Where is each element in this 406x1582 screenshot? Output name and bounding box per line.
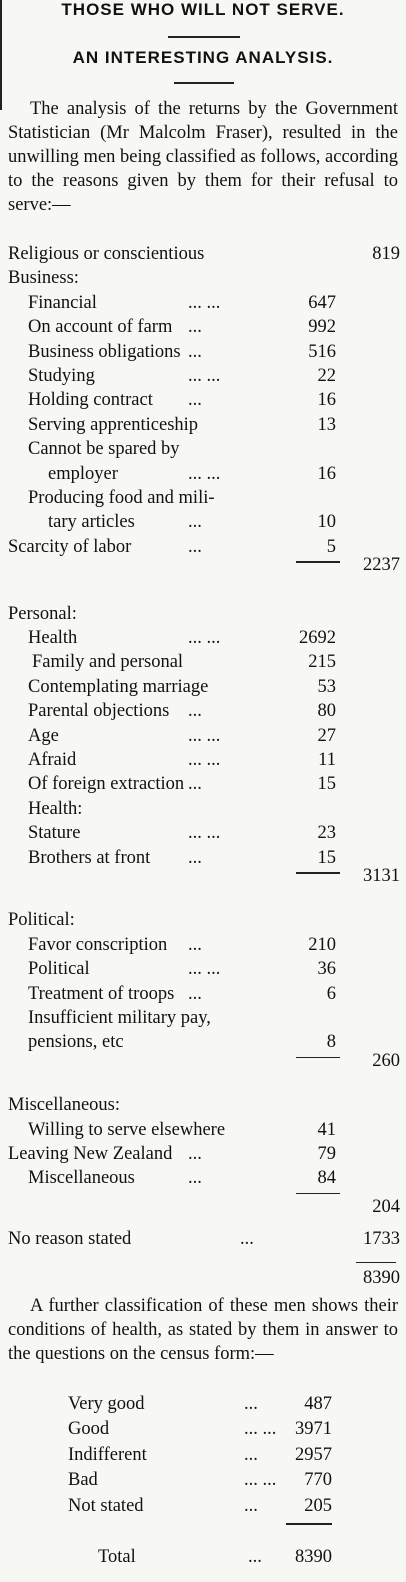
personal-row-4-value: 27 <box>317 725 336 746</box>
religious-total: 819 <box>372 244 400 264</box>
business-row-9-label: tary articles <box>48 512 135 533</box>
health-row-0-label: Very good <box>68 1394 145 1414</box>
political-row-2-label: Treatment of troops <box>28 983 175 1004</box>
personal-row-6-label: Of foreign extraction <box>28 774 185 795</box>
personal-row-4-label: Age <box>28 725 59 746</box>
misc-row-1-label: Leaving New Zealand <box>8 1144 173 1164</box>
no-reason-total: 1733 <box>363 1229 400 1250</box>
personal-row-4-dots: ... ... <box>188 725 221 746</box>
personal-row-3-dots: ... <box>188 701 202 722</box>
business-row-4-value: 16 <box>317 390 336 411</box>
business-total: 2237 <box>363 555 400 576</box>
health-row-4-dots: ... <box>244 1495 258 1516</box>
health-row-4-value: 205 <box>304 1495 332 1516</box>
political-title: Political: <box>8 910 75 931</box>
subheadline-rule <box>174 82 234 84</box>
personal-row-2-value: 53 <box>317 676 336 697</box>
misc-row-0-label: Willing to serve elsewhere <box>28 1119 226 1140</box>
business-row-7-label: employer <box>48 463 118 484</box>
personal-row-0-value: 2692 <box>299 628 336 648</box>
business-row-8-label: Producing food and mili- <box>28 488 215 508</box>
personal-row-5-dots: ... ... <box>188 750 221 770</box>
political-row-0-value: 210 <box>308 934 336 955</box>
further-paragraph: A further classification of these men shows their conditions of health, as stated by them in answer to the questions on the census form:— <box>8 1296 398 1364</box>
misc-row-2-label: Miscellaneous <box>28 1168 135 1189</box>
business-row-2-label: Business obligations <box>28 341 181 362</box>
health-row-2-value: 2957 <box>295 1444 332 1465</box>
personal-row-8-value: 23 <box>317 823 336 844</box>
intro-paragraph: The analysis of the returns by the Government Statistician (Mr Malcolm Fraser), resulted in the unwilling men being classified as follows, according to the reasons given by them for their refusal to serve:— <box>8 99 398 215</box>
political-row-2-dots: ... <box>188 983 202 1004</box>
business-row-9-dots: ... <box>188 512 202 533</box>
business-row-4-label: Holding contract <box>28 390 153 411</box>
political-total: 260 <box>372 1050 400 1071</box>
personal-row-9-dots: ... <box>188 847 202 868</box>
personal-row-3-value: 80 <box>317 701 336 722</box>
no-reason-dots: ... <box>240 1229 254 1250</box>
health-row-1-dots: ... ... <box>244 1419 277 1440</box>
business-row-0-label: Financial <box>28 292 97 313</box>
personal-row-6-dots: ... <box>188 774 202 795</box>
personal-row-2-label: Contemplating marriage <box>28 676 209 697</box>
health-total-value: 8390 <box>295 1547 332 1567</box>
business-row-10-dots: ... <box>188 536 202 557</box>
business-row-1-value: 992 <box>308 317 336 338</box>
political-row-2-value: 6 <box>326 983 336 1004</box>
health-row-2-dots: ... <box>244 1444 258 1465</box>
personal-row-0-dots: ... ... <box>188 628 221 648</box>
personal-row-8-dots: ... ... <box>188 823 221 844</box>
personal-row-7-label: Health: <box>28 798 83 819</box>
business-row-3-label: Studying <box>28 366 95 386</box>
health-row-4-label: Not stated <box>68 1495 144 1516</box>
headline-rule <box>168 36 240 38</box>
personal-row-3-label: Parental objections <box>28 701 170 722</box>
personal-row-9-label: Brothers at front <box>28 847 151 868</box>
health-total-label: Total <box>98 1547 136 1567</box>
business-row-7-dots: ... ... <box>188 463 221 484</box>
misc-row-1-value: 79 <box>317 1144 336 1164</box>
business-row-2-dots: ... <box>188 341 202 362</box>
health-row-0-dots: ... <box>244 1394 258 1414</box>
business-row-6-label: Cannot be spared by <box>28 439 180 460</box>
business-title: Business: <box>8 268 79 289</box>
health-row-3-label: Bad <box>68 1470 98 1491</box>
business-row-0-dots: ... ... <box>188 292 221 313</box>
health-row-3-dots: ... ... <box>244 1470 277 1491</box>
political-row-0-dots: ... <box>188 934 202 955</box>
political-row-4-label: pensions, etc <box>28 1032 124 1053</box>
religious-label: Religious or conscientious <box>8 244 205 264</box>
political-row-1-value: 36 <box>317 959 336 980</box>
business-row-10-label: Scarcity of labor <box>8 536 132 557</box>
business-row-4-dots: ... <box>188 390 202 411</box>
headline: THOSE WHO WILL NOT SERVE. <box>61 0 345 19</box>
business-row-5-label: Serving apprenticeship <box>28 414 199 435</box>
personal-row-6-value: 15 <box>317 774 336 795</box>
business-row-3-dots: ... ... <box>188 366 221 386</box>
business-row-9-value: 10 <box>317 512 336 533</box>
personal-row-5-label: Afraid <box>28 750 77 770</box>
business-row-5-value: 13 <box>317 414 336 435</box>
business-row-0-value: 647 <box>308 292 336 313</box>
business-row-3-value: 22 <box>317 366 336 386</box>
health-row-0-value: 487 <box>304 1394 332 1414</box>
misc-row-2-value: 84 <box>317 1168 336 1189</box>
health-sum-rule <box>286 1523 332 1525</box>
political-row-3-label: Insufficient military pay, <box>28 1008 211 1028</box>
political-row-1-label: Political <box>28 959 90 980</box>
health-total-dots: ... <box>248 1547 262 1567</box>
personal-row-1-label: Family and personal <box>32 652 184 673</box>
health-row-1-value: 3971 <box>295 1419 332 1440</box>
misc-title: Miscellaneous: <box>8 1095 121 1116</box>
health-row-2-label: Indifferent <box>68 1444 147 1465</box>
political-row-1-dots: ... ... <box>188 959 221 980</box>
subheadline: AN INTERESTING ANALYSIS. <box>72 48 334 67</box>
personal-row-5-value: 11 <box>318 750 336 770</box>
misc-row-2-dots: ... <box>188 1168 202 1189</box>
political-row-4-value: 8 <box>326 1032 336 1053</box>
political-row-0-label: Favor conscription <box>28 934 168 955</box>
personal-row-0-label: Health <box>28 628 78 648</box>
personal-total: 3131 <box>363 866 400 886</box>
business-row-10-value: 5 <box>326 536 336 557</box>
business-row-1-label: On account of farm <box>28 317 173 338</box>
business-row-2-value: 516 <box>308 341 336 362</box>
personal-title: Personal: <box>8 603 77 624</box>
health-row-1-label: Good <box>68 1419 110 1440</box>
misc-row-0-value: 41 <box>317 1119 336 1140</box>
no-reason-label: No reason stated <box>8 1229 132 1250</box>
personal-row-8-label: Stature <box>28 823 81 844</box>
business-row-7-value: 16 <box>317 463 336 484</box>
grand-total: 8390 <box>363 1267 400 1288</box>
grand-sum-rule <box>356 1262 396 1264</box>
misc-total: 204 <box>372 1196 400 1217</box>
personal-row-9-value: 15 <box>317 847 336 868</box>
health-row-3-value: 770 <box>304 1470 332 1491</box>
business-row-1-dots: ... <box>188 317 202 338</box>
personal-row-1-value: 215 <box>308 652 336 673</box>
misc-row-1-dots: ... <box>188 1144 202 1164</box>
